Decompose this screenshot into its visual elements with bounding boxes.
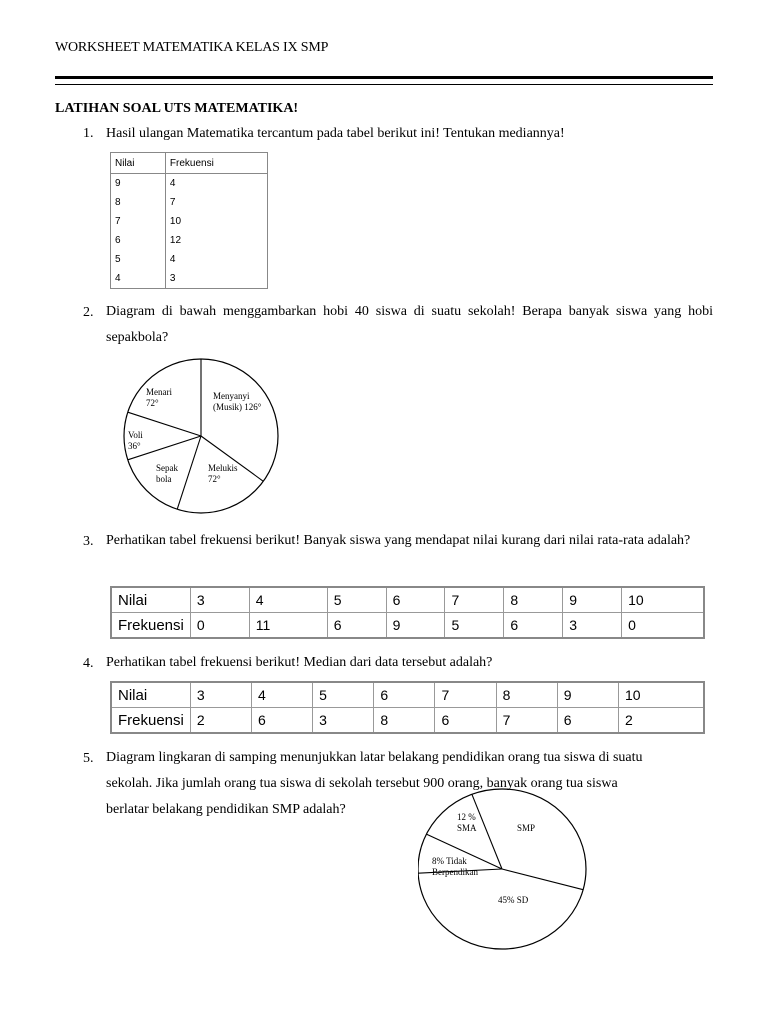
table-row-frekuensi — [111, 613, 704, 639]
table-cell: 6 — [111, 231, 166, 250]
table-cell: 9 — [386, 613, 445, 639]
pie-label-tidak-2: Berpendikan — [432, 867, 478, 877]
table-cell: 8 — [504, 587, 563, 613]
q4-frequency-table — [110, 681, 705, 734]
pie-label-sepakbola-2: bola — [156, 474, 172, 484]
question-5-line-3: berlatar belakang pendidikan SMP adalah? — [106, 802, 346, 817]
table-cell: 7 — [435, 682, 496, 708]
table-row — [111, 250, 268, 269]
table-cell: 4 — [249, 587, 327, 613]
table-cell: 3 — [165, 269, 267, 289]
pie-label-sd: 45% SD — [498, 895, 529, 905]
pie-label-tidak-1: 8% Tidak — [432, 856, 467, 866]
question-4-number: 4. — [83, 656, 94, 671]
table-cell: 6 — [252, 708, 313, 734]
hobby-pie-chart — [116, 355, 286, 520]
question-2-number: 2. — [83, 305, 94, 320]
table-row — [111, 269, 268, 289]
table-cell: 11 — [249, 613, 327, 639]
table-row-frekuensi — [111, 708, 704, 734]
pie-label-sma-1: 12 % — [457, 812, 476, 822]
table-cell: 6 — [327, 613, 386, 639]
row-header: Nilai — [111, 682, 190, 708]
table-row — [111, 231, 268, 250]
pie-label-sma-2: SMA — [457, 823, 477, 833]
table-cell: 5 — [313, 682, 374, 708]
table-row — [111, 174, 268, 194]
table-cell: 9 — [557, 682, 618, 708]
pie-label-menyanyi-2: (Musik) 126° — [213, 402, 262, 412]
table-cell: 2 — [618, 708, 704, 734]
table-cell: 6 — [386, 587, 445, 613]
pie-label-melukis-2: 72° — [208, 474, 221, 484]
question-1-text: Hasil ulangan Matematika tercantum pada tabel berikut ini! Tentukan mediannya! — [106, 126, 565, 141]
q3-frequency-table — [110, 586, 705, 639]
table-cell: 10 — [622, 587, 704, 613]
table-cell: 8 — [111, 193, 166, 212]
table-cell: 7 — [111, 212, 166, 231]
table-cell: 6 — [504, 613, 563, 639]
table-cell: 10 — [618, 682, 704, 708]
q1-header-nilai: Nilai — [111, 153, 166, 174]
table-cell: 6 — [374, 682, 435, 708]
question-1-number: 1. — [83, 126, 94, 141]
table-row — [111, 193, 268, 212]
table-cell: 4 — [111, 269, 166, 289]
education-pie-chart — [418, 786, 588, 950]
question-3-number: 3. — [83, 534, 94, 549]
table-cell: 0 — [622, 613, 704, 639]
question-5-line-1: Diagram lingkaran di samping menunjukkan latar belakang pendidikan orang tua siswa di suatu — [106, 750, 643, 765]
pie-label-smp: SMP — [517, 823, 536, 833]
table-cell: 7 — [496, 708, 557, 734]
table-cell: 8 — [496, 682, 557, 708]
row-header: Frekuensi — [111, 708, 190, 734]
table-cell: 12 — [165, 231, 267, 250]
pie-label-menari-2: 72° — [146, 398, 159, 408]
table-cell: 3 — [313, 708, 374, 734]
hobby-pie-slice-boundary-3 — [177, 436, 201, 509]
question-5-line-2: sekolah. Jika jumlah orang tua siswa di sekolah tersebut 900 orang, banyak orang tua siswa — [106, 776, 618, 791]
table-cell: 6 — [435, 708, 496, 734]
pie-label-sepakbola-1: Sepak — [156, 463, 178, 473]
header-rule-thin — [55, 84, 713, 85]
question-5-number: 5. — [83, 751, 94, 766]
table-cell: 0 — [190, 613, 249, 639]
table-cell: 3 — [190, 682, 251, 708]
question-2-text: Diagram di bawah menggambarkan hobi 40 siswa di suatu sekolah! Berapa banyak siswa yang hobi sepakbola? — [106, 304, 713, 345]
q1-frequency-table — [110, 152, 268, 289]
table-cell: 10 — [165, 212, 267, 231]
table-cell: 2 — [190, 708, 251, 734]
table-cell: 7 — [445, 587, 504, 613]
row-header: Frekuensi — [111, 613, 190, 639]
education-pie-slice-boundary-2 — [502, 869, 583, 890]
row-header: Nilai — [111, 587, 190, 613]
table-cell: 9 — [563, 587, 622, 613]
table-cell: 4 — [165, 174, 267, 194]
question-4-text: Perhatikan tabel frekuensi berikut! Median dari data tersebut adalah? — [106, 655, 493, 670]
pie-label-voli-1: Voli — [128, 430, 143, 440]
table-cell: 7 — [165, 193, 267, 212]
worksheet-title: WORKSHEET MATEMATIKA KELAS IX SMP — [55, 40, 329, 55]
table-row-nilai — [111, 587, 704, 613]
pie-label-melukis-1: Melukis — [208, 463, 238, 473]
question-3-text: Perhatikan tabel frekuensi berikut! Banyak siswa yang mendapat nilai kurang dari nilai rata-rata adalah? — [106, 533, 691, 548]
table-cell: 3 — [190, 587, 249, 613]
table-cell: 9 — [111, 174, 166, 194]
header-rule-thick — [55, 76, 713, 79]
table-cell: 5 — [327, 587, 386, 613]
table-cell: 5 — [111, 250, 166, 269]
table-cell: 6 — [557, 708, 618, 734]
section-title: LATIHAN SOAL UTS MATEMATIKA! — [55, 101, 299, 116]
table-cell: 4 — [165, 250, 267, 269]
q1-header-frekuensi: Frekuensi — [165, 153, 267, 174]
table-cell: 5 — [445, 613, 504, 639]
pie-label-menari-1: Menari — [146, 387, 172, 397]
table-cell: 3 — [563, 613, 622, 639]
table-row-nilai — [111, 682, 704, 708]
table-cell: 8 — [374, 708, 435, 734]
table-cell: 4 — [252, 682, 313, 708]
table-row — [111, 212, 268, 231]
pie-label-voli-2: 36° — [128, 441, 141, 451]
pie-label-menyanyi-1: Menyanyi — [213, 391, 250, 401]
